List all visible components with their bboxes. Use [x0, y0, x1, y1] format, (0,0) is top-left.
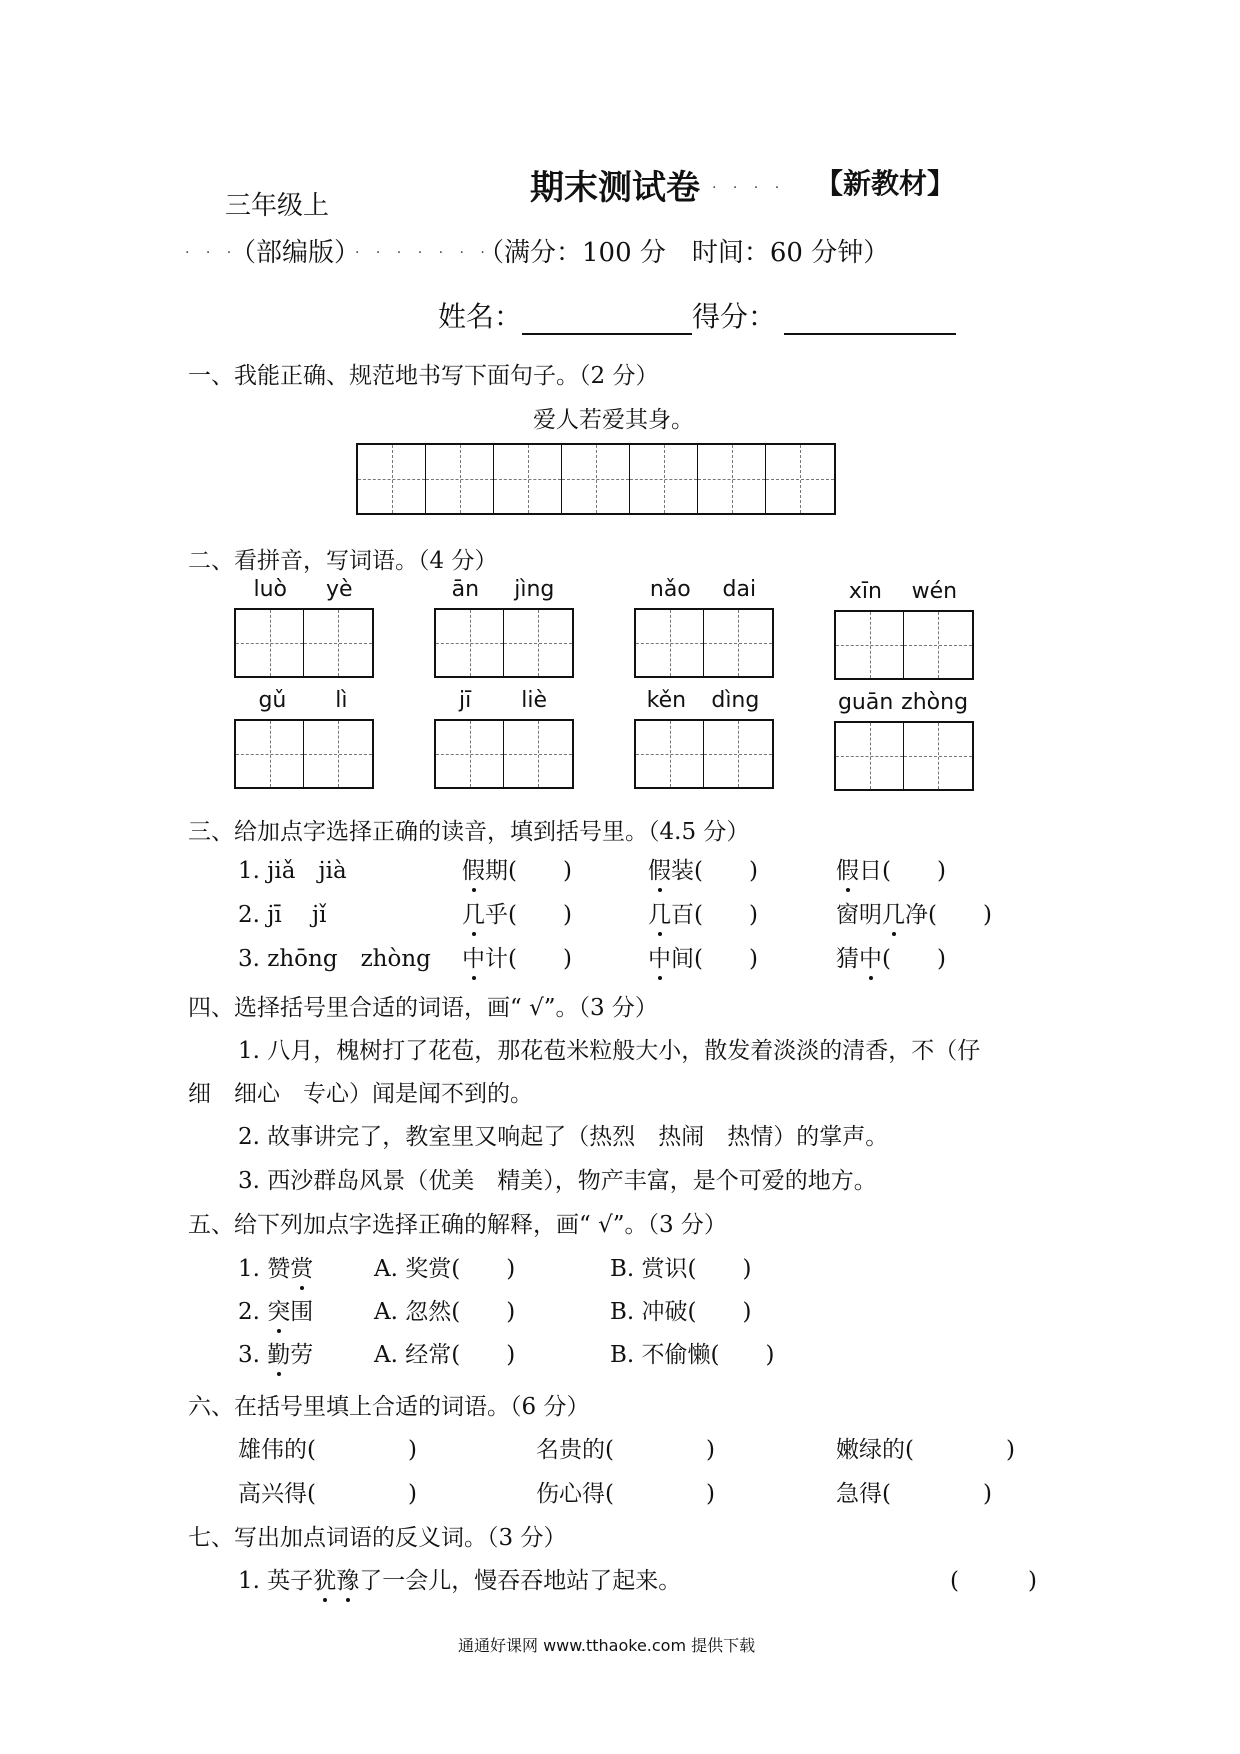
pinyin-label: guān zhòng — [837, 690, 969, 715]
pinyin-label: gǔ lì — [258, 688, 348, 713]
section-3-heading: 三、给加点字选择正确的读音，填到括号里。（4.5 分） — [188, 819, 750, 845]
pinyin-answer-grid[interactable] — [634, 719, 774, 789]
question-line: 细 细心 专心）闻是闻不到的。 — [188, 1081, 533, 1107]
pinyin-options: 2. jī jǐ — [238, 902, 327, 928]
question-item: 窗明几净( ) — [836, 896, 992, 929]
pinyin-answer-grid[interactable] — [634, 608, 774, 678]
footer-credit: 通通好课网 www.tthaoke.com 提供下载 — [458, 1636, 756, 1655]
decorative-dots: · · · — [185, 245, 238, 261]
fill-item: 雄伟的( ) — [238, 1437, 417, 1463]
edition-tag: 【新教材】 — [815, 167, 956, 200]
option-b: B. 赏识( ) — [610, 1256, 752, 1282]
pinyin-label: luò yè — [253, 577, 353, 602]
page-title: 期末测试卷 — [530, 168, 700, 208]
question-item: 中间( ) — [648, 940, 758, 973]
pinyin-answer-grid[interactable] — [834, 610, 974, 680]
question-item: 1. 赞赏 — [238, 1250, 313, 1283]
name-label: 姓名： — [438, 300, 523, 333]
pinyin-options: 1. jiǎ jià — [238, 858, 347, 884]
section-7-heading: 七、写出加点词语的反义词。（3 分） — [188, 1525, 567, 1551]
option-a: A. 奖赏( ) — [374, 1256, 516, 1282]
pinyin-answer-grid[interactable] — [234, 719, 374, 789]
pinyin-options: 3. zhōng zhòng — [238, 946, 431, 972]
pinyin-label: jī liè — [459, 688, 547, 713]
question-line: 2. 故事讲完了，教室里又响起了（热烈 热闹 热情）的掌声。 — [238, 1124, 889, 1150]
pinyin-label: kěn dìng — [646, 688, 760, 713]
section-4-heading: 四、选择括号里合适的词语，画“ √”。（3 分） — [188, 995, 658, 1021]
question-item: 2. 突围 — [238, 1293, 313, 1326]
decorative-dots: · · · · — [712, 180, 786, 196]
grade-label: 三年级上 — [225, 191, 330, 221]
question-item: 几百( ) — [648, 896, 758, 929]
score-label: 得分： — [692, 300, 777, 333]
pinyin-label: nǎo dai — [649, 577, 757, 602]
answer-paren: ( ) — [950, 1568, 1037, 1594]
score-field[interactable] — [784, 301, 956, 335]
question-line: 1. 英子犹豫了一会儿，慢吞吞地站了起来。 — [238, 1562, 681, 1595]
option-a: A. 经常( ) — [374, 1342, 516, 1368]
edition-label: （部编版） — [230, 238, 361, 268]
copy-sentence: 爱人若爱其身。 — [533, 407, 694, 433]
exam-info: （满分：100 分 时间：60 分钟） — [478, 238, 890, 268]
question-item: 几乎( ) — [462, 896, 572, 929]
question-item: 3. 勤劳 — [238, 1336, 313, 1369]
section-2-heading: 二、看拼音，写词语。（4 分） — [188, 548, 498, 574]
option-a: A. 忽然( ) — [374, 1299, 516, 1325]
question-item: 假日( ) — [836, 852, 946, 885]
writing-grid[interactable] — [356, 443, 836, 515]
fill-item: 急得( ) — [836, 1481, 992, 1507]
section-5-heading: 五、给下列加点字选择正确的解释，画“ √”。（3 分） — [188, 1212, 727, 1238]
fill-item: 嫩绿的( ) — [836, 1437, 1015, 1463]
question-item: 假装( ) — [648, 852, 758, 885]
option-b: B. 冲破( ) — [610, 1299, 752, 1325]
question-item: 猜中( ) — [836, 940, 946, 973]
name-field[interactable] — [522, 301, 692, 335]
question-item: 假期( ) — [462, 852, 572, 885]
question-item: 中计( ) — [462, 940, 572, 973]
decorative-dots: · · · · · · · — [355, 245, 491, 261]
pinyin-answer-grid[interactable] — [834, 721, 974, 791]
section-6-heading: 六、在括号里填上合适的词语。（6 分） — [188, 1394, 590, 1420]
pinyin-label: ān jìng — [451, 577, 555, 602]
question-line: 1. 八月，槐树打了花苞，那花苞米粒般大小，散发着淡淡的清香，不（仔 — [238, 1038, 981, 1064]
section-1-heading: 一、我能正确、规范地书写下面句子。（2 分） — [188, 363, 659, 389]
name-score-row — [438, 295, 956, 335]
pinyin-answer-grid[interactable] — [234, 608, 374, 678]
pinyin-label: xīn wén — [848, 579, 958, 604]
question-line: 3. 西沙群岛风景（优美 精美），物产丰富，是个可爱的地方。 — [238, 1168, 877, 1194]
fill-item: 名贵的( ) — [536, 1437, 715, 1463]
fill-item: 高兴得( ) — [238, 1481, 417, 1507]
fill-item: 伤心得( ) — [536, 1481, 715, 1507]
option-b: B. 不偷懒( ) — [610, 1342, 775, 1368]
pinyin-answer-grid[interactable] — [434, 719, 574, 789]
pinyin-answer-grid[interactable] — [434, 608, 574, 678]
